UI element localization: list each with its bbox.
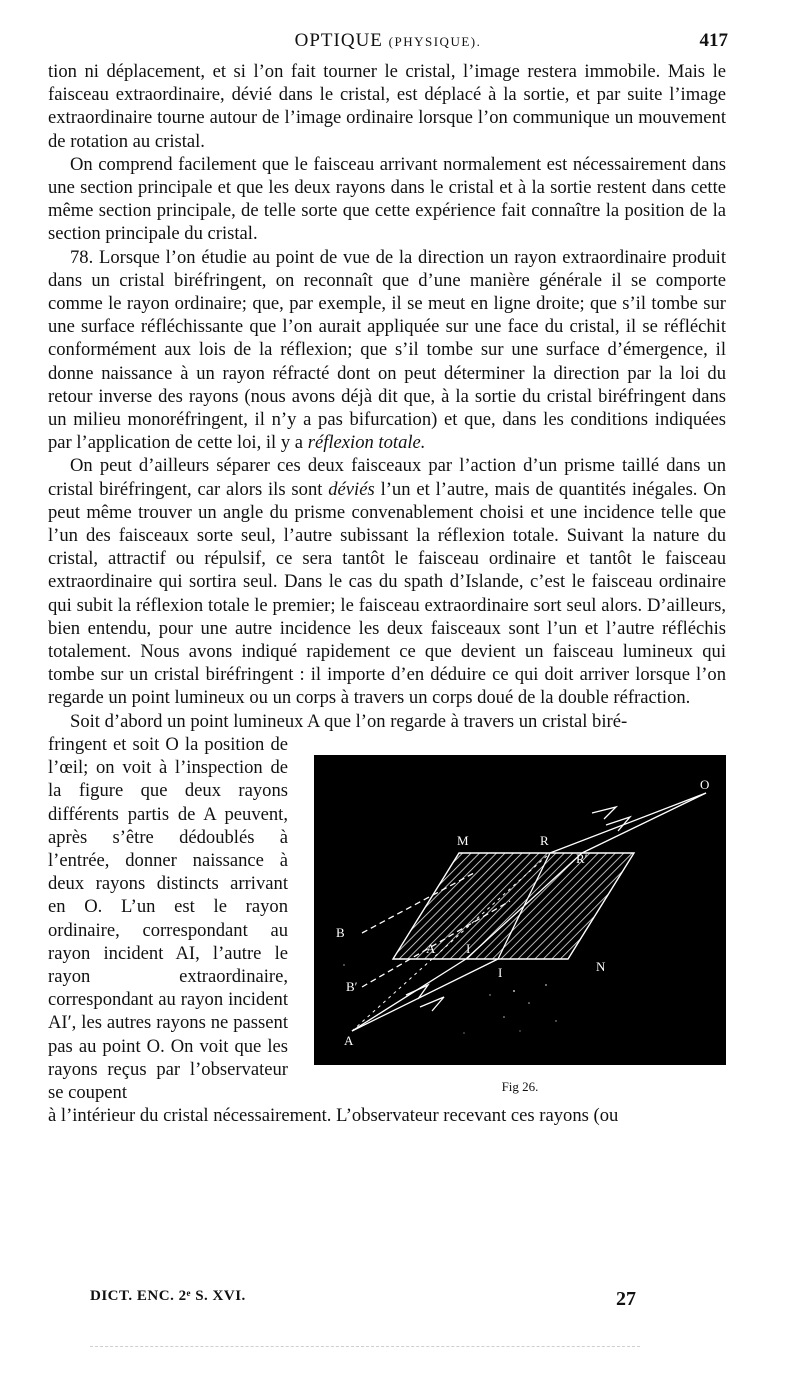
sheet-number: 27 [616,1288,636,1310]
label-I: I [466,940,471,956]
header-title-main: OPTIQUE [294,30,383,51]
bottom-bleed-line [90,1346,640,1347]
figure-block [48,733,726,1104]
page-number: 417 [699,30,728,51]
figure-26 [314,755,726,1098]
label-B: B [336,924,345,940]
label-R: R [540,832,549,848]
body-text [48,60,726,1127]
paragraph-continuation: tion ni déplacement, et si l’on fait tourner le cristal, l’image restera immobile. Mais le faisceau extraordinaire, dévié dans le cristal, est déplacé à la sortie, et par suite l’image extraordinaire tourne autour de l’image ordinaire lorsque l’on communique un mouvement de rotation au cristal. [48,61,726,152]
paragraph-78-text: 78. Lorsque l’on étudie au point de vue de la direction un rayon extraordinaire produit dans un cristal biréfringent, on reconnaît que d’une manière générale il se comporte comme le rayon ordinaire; que, par exemple, il se meut en ligne droite; que s’il tombe sur une surface réfléchissante que l’on aurait appliquée sur une face du cristal, il se réfléchit conformément aux lois de la réflexion; que s’il tombe sur une surface d’émergence, il donne naissance à un rayon réfracté dont on peut déterminer la direction par la loi du retour inverse des rayons (nous avons déjà dit que, à la sortie du cristal biréfringent dans un milieu monoréfringent, il n’y a pas bifurcation) et que, dans les conditions indiquées par l’application de cette loi, il y a [48,246,726,454]
paragraph-point-lumineux-end: à l’intérieur du cristal nécessairement. L’observateur recevant ces rayons (ou [48,1105,619,1127]
paragraph-78-emphasis: réflexion totale. [307,432,426,454]
label-A: A [344,1032,354,1048]
page-footer [90,1288,636,1314]
paragraph-prisme-text-b: l’un et l’autre, mais de quantités inégales. On peut même trouver un angle du prisme convenablement choisi et une incidence telle que l’un des faisceaux sorte seul, l’autre subissant la réflexion totale. Suivant la nature du cristal, attractif ou répulsif, ce sera tantôt le faisceau ordinaire et tantôt le faisceau extraordinaire qui sortira seul. Dans le cas du spath d’Islande, c’est le faisceau ordinaire qui subit la réflexion totale le premier; le faisceau extraordinaire sort seul alors. D’ailleurs, bien entendu, pour une autre incidence les deux faisceaux sont l’un et l’autre réfléchis totalement. Nous avons indiqué rapidement ce que devient un faisceau lumineux qui tombe sur un cristal biréfringent : il importe d’en déduire ce qui doit arriver lorsque l’on regarde un point lumineux ou un corps à travers un corps doué de la double réfraction. [48,478,727,709]
paragraph-point-lumineux-lead: Soit d’abord un point lumineux A que l’on regarde à travers un cristal biré- [70,710,628,732]
header-title [48,30,728,52]
label-A-prime: A [426,940,436,956]
running-header [48,30,728,56]
label-O: O [700,776,710,792]
figure-caption: Fig 26. [501,1078,539,1094]
label-M: M [457,832,469,848]
label-I-lower: I [498,964,503,980]
label-R-prime: R′ [576,850,588,866]
label-N: N [596,958,606,974]
paragraph-prisme-text-a: On peut d’ailleurs séparer ces deux faisceaux par l’action d’un prisme taillé dans un cristal biréfringent, car alors ils sont [48,455,726,500]
paragraph-78 [48,246,726,455]
paragraph-prisme [48,454,726,709]
paragraph-prisme-emphasis: déviés [328,478,375,500]
paragraph-point-lumineux-column: fringent et soit O la position de l’œil; on voit à l’inspection de la figure que deux rayons différents partis de A peuvent, après s’être dédoublés à l’entrée, donner naissance à deux rayons distincts arrivant en O. L’un est le rayon ordinaire, correspondant au rayon incident AI, l’autre le rayon extraordinaire, correspondant au rayon incident AI′, les autres rayons ne passent pas au point O. On voit que les rayons reçus par l’observateur se coupent [48,733,288,1103]
header-title-subtitle: (PHYSIQUE). [388,34,482,49]
footer-signature: DICT. ENC. 2ᵉ S. XVI. [90,1288,246,1304]
paragraph-section-principale: On comprend facilement que le faisceau arrivant normalement est nécessairement dans une section principale et que les deux rayons dans le cristal et à la sortie restent dans cette même section principale, de telle sorte que cette expérience fait connaître la position de la section principale du cristal. [48,153,726,245]
figure-26-diagram [314,755,726,1065]
label-B-prime: B′ [346,978,358,994]
